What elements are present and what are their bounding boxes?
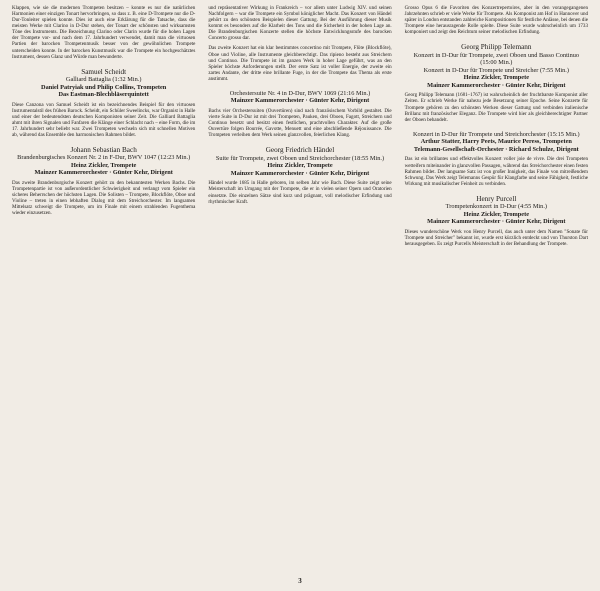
paragraph: Georg Philipp Telemann (1681–1767) ist wahrscheinlich der fruchtbarste Komponist aller Zeiten. Er schrieb Werke für nahezu jede Besetzung seiner Epoche. Seine Konzerte für Trompete gehören zu den schönsten Werken dieser Gattung und verbinden italienische Brillanz mit französischer Eleganz. Die Trompete wird hier als gleichberechtigter Partner der Oboen behandelt. [404,92,588,123]
work-heading [405,43,588,89]
paragraph: Das ist ein brillantes und effektvolles Konzert voller joie de vivre. Die drei Trompeten wetteifern miteinander in glanzvollen Passagen, während das Streichorchester einen festen Rahmen bildet. Der langsame Satz ist von großer Innigkeit, das Finale von mitreißendem Schwung. Das Werk zeigt Telemanns Gespür für Klangfarbe und seine Fähigkeit, festliche Wirkung mit musikalischer Feinheit zu verbinden. [404,156,588,187]
paragraph: Händel wurde 1685 in Halle geboren, im selben Jahr wie Bach. Diese Suite zeigt seine Meisterschaft im Umgang mit der Trompete, die er in vielen seiner Opern und Oratorien einsetzte. Die einzelnen Sätze sind kurz und prägnant, voll melodischer Erfindung und rhythmischer Kraft. [208,180,392,205]
ensemble-line: Mainzer Kammerorchester · Günter Kehr, Dirigent [427,218,566,226]
work-title: Suite für Trompete, zwei Oboen und Streichorchester (18:55 Min.) [215,154,385,162]
work-heading [405,195,588,226]
composer-name: Johann Sebastian Bach [70,146,137,155]
work-title: Trompetenkonzert in D-Dur (4:55 Min.) [445,203,548,211]
work-heading [208,146,391,177]
performer-line: Arthur Statter, Harry Peets, Maurice Peress, Trompeten [420,138,572,146]
paragraph: Das zweite Konzert hat ein klar bestimmtes concertino mit Trompete, Flöte (Blockflöte), Oboe und Violine, alle Instrumente gleichberechtigt. Das ripieno besteht aus Streichern und Continuo. Die Trompete ist im ganzen Werk in hoher Lage geführt, was an den Spieler höchste Anforderungen stellt. Der erste Satz ist voller Energie, der zweite ein zartes Andante, der dritte eine brillante Fuge, in der die Trompete das Thema als erste anstimmt. [208,45,392,82]
ensemble-line: Telemann-Gesellschaft-Orchester · Richard Schulze, Dirigent [413,145,579,153]
ensemble-line: Mainzer Kammerorchester · Günter Kehr, Dirigent [427,81,566,89]
paragraph: und repräsentativer Wirkung in Frankreich – vor allem unter Ludwig XIV. und seinen Nachfolgern – war die Trompete ein Symbol königlicher Macht. Das Konzert von Händel gehört zu den schönsten Beispielen dieser Gattung. Bei der Ausführung dieser Musik kommt es besonders auf die Klarheit des Tons und die Sicherheit in der hohen Lage an. Die Brandenburgischen Konzerte stellen die höchste Entwicklungsstufe des barocken Concerto grosso dar. [208,5,392,42]
work-title: Galliard Battaglia (1:32 Min.) [65,75,142,83]
paragraph: Klappen, wie sie die modernen Trompeten besitzen – konnte es nur die natürlichen Harmonien einer einzigen Tonart hervorbringen, so dass z. B. eine D-Trompete nur die D-Dur-Tonleiter spielen konnte. Dies ist auch eine Erklärung für die Tatsache, dass die meisten Werke mit Clarino in D-Dur stehen, der Tonart der schönsten und wirksamsten Töne des Instruments. Die Bezeichnung Clarino oder Clarin wurde für die hohen Lagen der Trompete vor- und nach dem 17. Jahrhundert verwendet, damit man die virtuosen Partien der barocken Trompetenmusik besser von der gewöhnlichen Trompete unterscheiden konnte. In der barocken Kunstmusik war die Trompete ein hochgeschätztes Instrument, dessen Glanz und Würde man bewunderte. [12,5,196,60]
page-number: 3 [298,577,302,585]
paragraph: Grosso Opus 6 die Favoriten des Konzertrepertoires, aber in den vorangegangenen Jahrzehnten schrieb er viele Werke für Trompete. Als Komponist am Hof in Hannover und später in London entstanden zahlreiche Kompositionen für festliche Anlässe, bei denen die Trompete eine herausragende Rolle spielte. Diese Suite wurde wahrscheinlich um 1733 komponiert und zeigt den Reichtum seiner melodischen Erfindung. [404,5,588,36]
composer-name: Georg Philipp Telemann [461,43,532,52]
composer-name: Samuel Scheidt [81,67,127,76]
text-columns [12,5,588,577]
performer-line: Daniel Patryiak und Philip Collins, Trompeten [41,83,167,91]
performer-line: Heinz Zickler, Trompete [463,74,529,82]
work-title: Konzert in D-Dur für Trompete, zwei Oboen und Basso Continuo (15:00 Min.) [413,51,580,67]
ensemble-line: Das Eastman-Blechbläserquintett [58,91,149,99]
work-heading [12,68,195,99]
work-title: Orchestersuite Nr. 4 in D-Dur, BWV 1069 (21:16 Min.) [229,89,371,97]
work-title: Brandenburgisches Konzert Nr. 2 in F-Dur, BWV 1047 (12:23 Min.) [17,154,191,162]
column-1 [12,5,195,577]
work-heading [12,146,195,177]
ensemble-line: Mainzer Kammerorchester · Günter Kehr, Dirigent [230,97,370,105]
performer-line: Heinz Zickler, Trompete [267,162,333,170]
work-heading [405,131,588,154]
composer-name: Henry Purcell [476,194,517,203]
performer-line: Heinz Zickler, Trompete [463,210,529,218]
column-2 [208,5,391,577]
column-3 [405,5,588,577]
work-title: Konzert in D-Dur für Trompete und Streicher (7:55 Min.) [423,66,569,74]
paragraph: Bachs vier Orchestersuiten (Ouvertüren) sind nach französischem Vorbild gestaltet. Die vierte Suite in D-Dur ist mit drei Trompeten, Pauken, drei Oboen, Fagott, Streichern und Continuo besetzt und besitzt einen festlichen, prachtvollen Charakter. Auf die große Ouvertüre folgen Bourrée, Gavotte, Menuett und eine abschließende Réjouissance. Die Trompeten verleihen dem Werk seinen glanzvollen, feierlichen Klang. [208,108,392,139]
work-title: Konzert in D-Dur für Trompete und Streichorchester (15:15 Min.) [412,130,580,138]
paragraph: Dieses wunderschöne Werk von Henry Purcell, das auch unter dem Namen "Sonate für Trompete und Streicher" bekannt ist, wurde erst kürzlich entdeckt und von Thurston Dart herausgegeben. Es zeigt Purcells Meisterschaft in der Behandlung der Trompete. [404,228,588,247]
paragraph: Das zweite Brandenburgische Konzert gehört zu den bekanntesten Werken Bachs. Die Trompetenpartie ist von außerordentlicher Schwierigkeit und verlangt vom Spieler ein sicheres Beherrschen der höchsten Lagen. Die Solisten – Trompete, Blockflöte, Oboe und Violine – treten in einen lebhaften Dialog mit dem Streichorchester. Im langsamen Mittelsatz schweigt die Trompete, um im Finale mit einem strahlenden Fugenthema wieder einzusetzen. [12,180,196,217]
ensemble-line: Mainzer Kammerorchester · Günter Kehr, Dirigent [34,169,173,177]
work-heading [208,90,391,105]
performer-line: Heinz Zickler, Trompete [70,161,137,169]
ensemble-line: Mainzer Kammerorchester · Günter Kehr, Dirigent [230,169,370,177]
composer-name: Georg Friedrich Händel [265,146,335,155]
paragraph: Diese Canzona von Samuel Scheidt ist ein bezeichnendes Beispiel für den virtuosen Instrumentalstil des frühen Barock. Scheidt, ein Schüler Sweelincks, war Organist in Halle und einer der bedeutendsten deutschen Komponisten seiner Zeit. Die Galliard Battaglia ahmt mit ihren Signalen und Fanfaren die Klänge einer Schlacht nach – eine Form, die im 17. Jahrhundert sehr beliebt war. Zwei Trompeten wechseln sich mit schnellen Motiven ab, während das Ensemble den harmonischen Rahmen bildet. [12,101,196,139]
